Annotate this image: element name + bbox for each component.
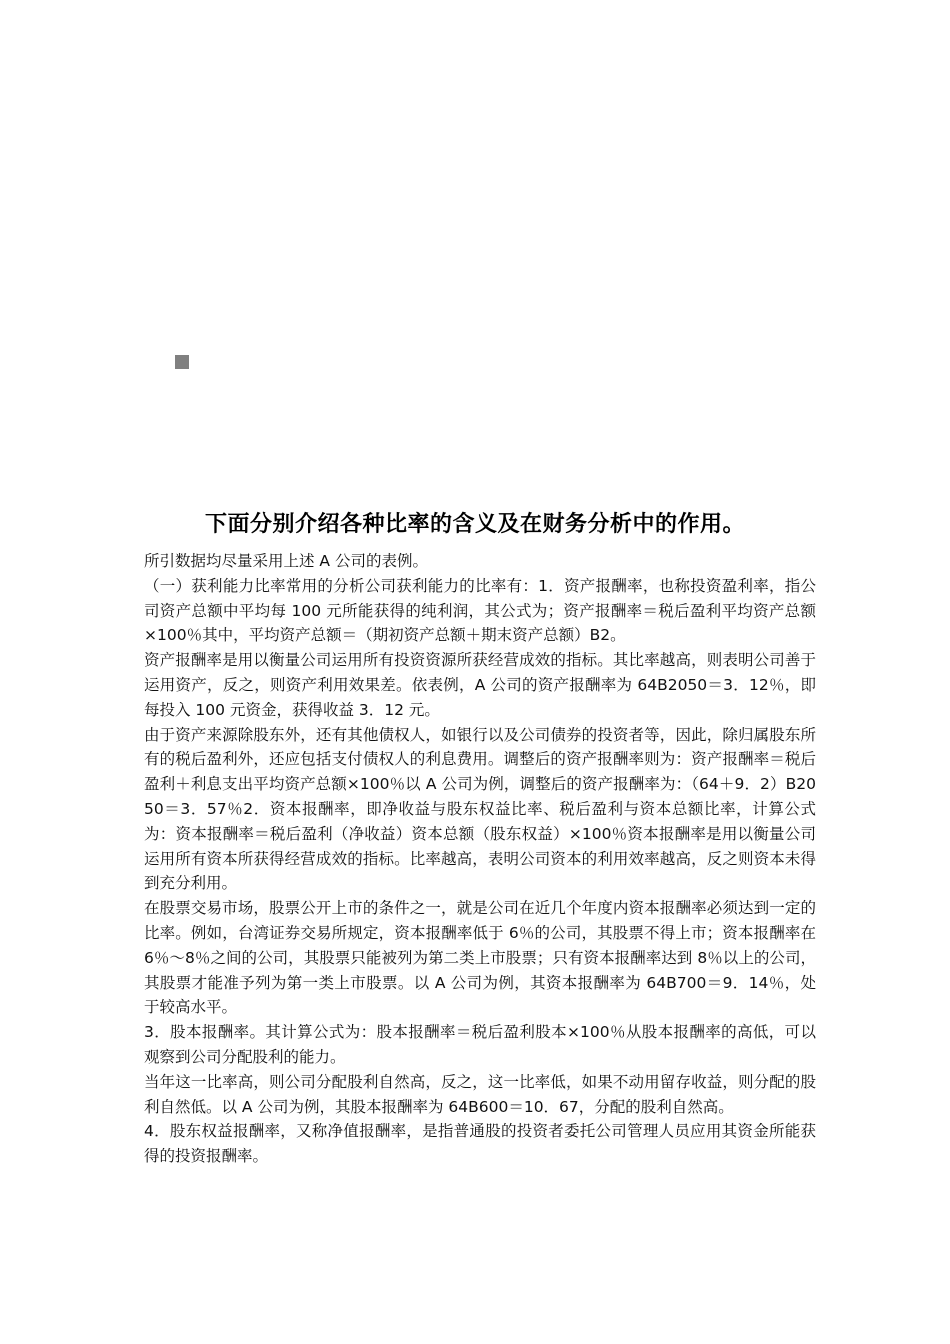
bullet-square-icon bbox=[175, 355, 189, 369]
paragraph: 所引数据均尽量采用上述 A 公司的表例。 bbox=[144, 552, 428, 570]
paragraph: 由于资产来源除股东外，还有其他债权人，如银行以及公司债券的投资者等，因此，除归属股东所有的税后盈利外，还应包括支付债权人的利息费用。调整后的资产报酬率则为：资产报酬率＝税后盈利＋利息支出平均资产总额×100％以 A 公司为例，调整后的资产报酬率为：（64＋9．2）B2050＝3．57％2．资本报酬率，即净收益与股东权益比率、税后盈利与资本总额比率，计算公式为：资本报酬率＝税后盈利（净收益）资本总额（股东权益）×100％资本报酬率是用以衡量公司运用所有资本所获得经营成效的指标。比率越高，表明公司资本的利用效率越高，反之则资本未得到充分利用。 bbox=[144, 725, 816, 893]
document-title: 下面分别介绍各种比率的含义及在财务分析中的作用。 bbox=[204, 512, 745, 537]
paragraph: 当年这一比率高，则公司分配股利自然高，反之，这一比率低，如果不动用留存收益，则分配的股利自然低。以 A 公司为例，其股本报酬率为 64B600＝10．67，分配的股利自然高。 bbox=[144, 1072, 816, 1116]
paragraph: 3．股本报酬率。其计算公式为：股本报酬率＝税后盈利股本×100％从股本报酬率的高低，可以观察到公司分配股利的能力。 bbox=[144, 1023, 816, 1066]
document-body bbox=[144, 549, 816, 1169]
paragraph: （一）获利能力比率常用的分析公司获利能力的比率有：1．资产报酬率，也称投资盈利率，指公司资产总额中平均每 100 元所能获得的纯利润，其公式为；资产报酬率＝税后盈利平均资产总额×100％其中，平均资产总额＝（期初资产总额＋期末资产总额）B2。 bbox=[144, 576, 816, 645]
paragraph: 资产报酬率是用以衡量公司运用所有投资资源所获经营成效的指标。其比率越高，则表明公司善于运用资产，反之，则资产利用效果差。依表例，A 公司的资产报酬率为 64B2050＝3．12％，即每投入 100 元资金，获得收益 3．12 元。 bbox=[144, 651, 816, 719]
paragraph: 4．股东权益报酬率，又称净值报酬率，是指普通股的投资者委托公司管理人员应用其资金所能获得的投资报酬率。 bbox=[144, 1122, 816, 1166]
paragraph: 在股票交易市场，股票公开上市的条件之一，就是公司在近几个年度内资本报酬率必须达到一定的比率。例如，台湾证券交易所规定，资本报酬率低于 6％的公司，其股票不得上市；资本报酬率在 6％～8％之间的公司，其股票只能被列为第二类上市股票；只有资本报酬率达到 8％以上的公司，其股票才能准予列为第一类上市股票。以 A 公司为例，其资本报酬率为 64B700＝9．14％，处于较高水平。 bbox=[144, 899, 816, 1017]
